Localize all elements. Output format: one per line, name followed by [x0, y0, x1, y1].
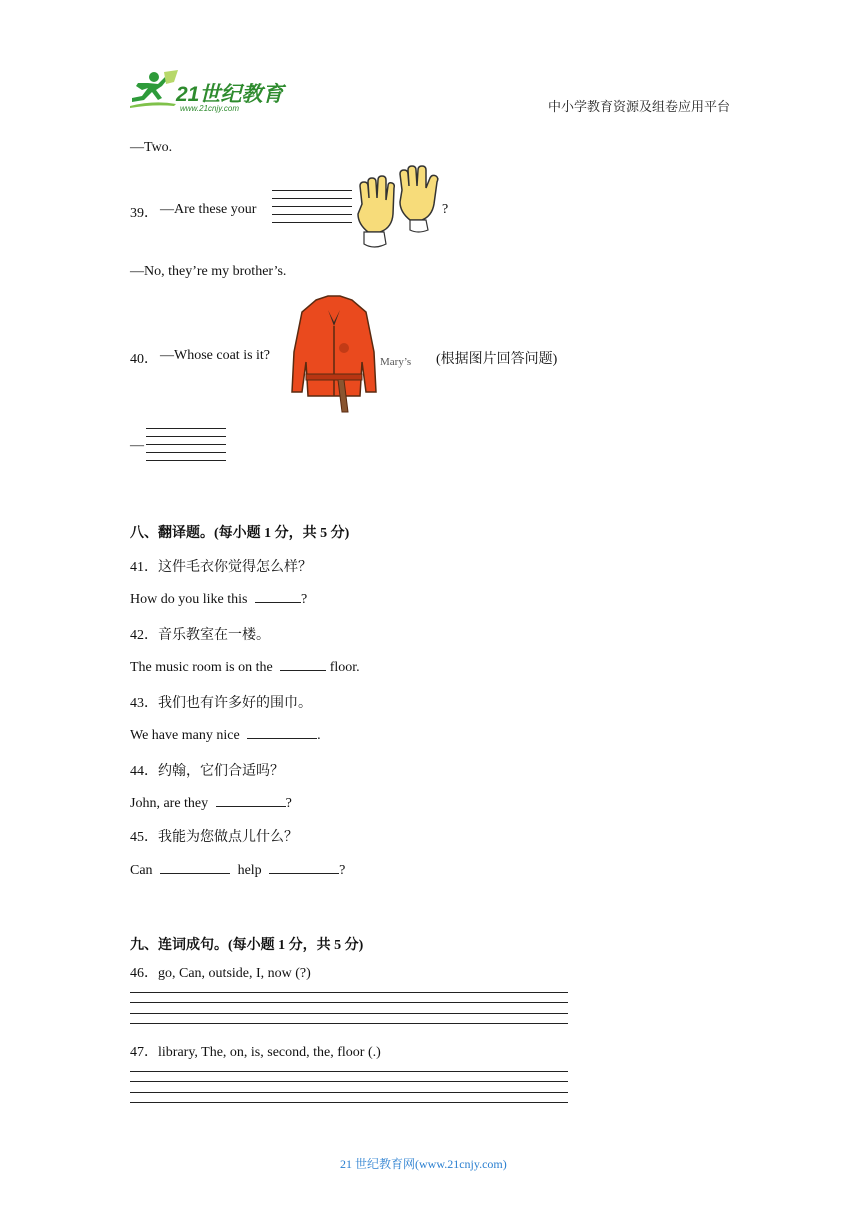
logo-url: www.21cnjy.com	[180, 104, 239, 113]
q39-prompt: —Are these your	[160, 202, 257, 217]
q47-answer-line	[130, 1071, 568, 1072]
logo	[124, 70, 294, 114]
coat-owner-label: Mary’s	[380, 356, 412, 368]
q39-answer-line	[272, 222, 352, 223]
q40-prompt: —Whose coat is it?	[160, 348, 271, 363]
q45-mid: help	[234, 863, 266, 878]
q39-number: 39．	[130, 206, 158, 221]
q42-end: floor.	[326, 660, 360, 675]
section8-title: 八、翻译题。(每小题 1 分，共 5 分)	[130, 526, 350, 541]
q45-english	[130, 861, 345, 879]
q46-answer-line	[130, 1013, 568, 1014]
section9-title: 九、连词成句。(每小题 1 分，共 5 分)	[130, 938, 364, 953]
q40-answer-dash: —	[130, 438, 144, 453]
q47-prompt: 47．library, The, on, is, second, the, floor (.)	[130, 1045, 381, 1060]
platform-title: 中小学教育资源及组卷应用平台	[548, 99, 731, 114]
q44-chinese: 44．约翰，它们合适吗？	[130, 764, 284, 779]
q43-text: We have many nice	[130, 728, 244, 743]
q39-answer-line	[272, 206, 352, 207]
q40-answer-line	[146, 452, 226, 453]
q47-answer-line	[130, 1081, 568, 1082]
q45-blank-2[interactable]	[269, 861, 339, 874]
q42-english	[130, 658, 360, 676]
q40-note: (根据图片回答问题)	[436, 352, 558, 367]
q39-answer-line	[272, 190, 352, 191]
q39-answer-line	[272, 198, 352, 199]
runner-logo-icon	[124, 70, 180, 114]
q43-chinese: 43．我们也有许多好的围巾。	[130, 696, 312, 711]
q42-chinese: 42．音乐教室在一楼。	[130, 628, 270, 643]
q39-reply: —No, they’re my brother’s.	[130, 264, 287, 279]
q43-blank[interactable]	[247, 726, 317, 739]
q44-english	[130, 794, 292, 812]
q44-blank[interactable]	[216, 794, 286, 807]
q44-end: ?	[285, 796, 292, 811]
q40-number: 40．	[130, 352, 158, 367]
q45-text: Can	[130, 863, 157, 878]
q47-answer-line	[130, 1092, 568, 1093]
footer-link[interactable]: 21 世纪教育网(www.21cnjy.com)	[340, 1157, 507, 1171]
q46-answer-line	[130, 1023, 568, 1024]
q46-answer-line	[130, 1002, 568, 1003]
q40-answer-line	[146, 460, 226, 461]
q44-text: John, are they	[130, 796, 212, 811]
q46-prompt: 46．go, Can, outside, I, now (?)	[130, 966, 311, 981]
q40-answer-line	[146, 436, 226, 437]
q41-text: How do you like this	[130, 592, 251, 607]
gloves-icon	[350, 164, 449, 254]
q39-end: ?	[442, 202, 449, 217]
q41-chinese: 41．这件毛衣你觉得怎么样？	[130, 560, 312, 575]
q41-english	[130, 590, 307, 608]
q40-answer-line	[146, 444, 226, 445]
q45-blank-1[interactable]	[160, 861, 230, 874]
q41-end: ?	[300, 592, 308, 607]
q40-answer-line	[146, 428, 226, 429]
logo-text: 21世纪教育	[176, 83, 284, 106]
q42-text: The music room is on the	[130, 660, 277, 675]
q46-answer-line	[130, 992, 568, 993]
coat-icon	[286, 292, 382, 416]
q43-english	[130, 726, 321, 744]
q38-answer: —Two.	[130, 140, 173, 155]
q45-end: ?	[339, 863, 346, 878]
q43-end: .	[317, 728, 321, 743]
q47-answer-line	[130, 1102, 568, 1103]
q41-blank[interactable]	[255, 590, 301, 603]
q39-answer-line	[272, 214, 352, 215]
q45-chinese: 45．我能为您做点儿什么？	[130, 830, 298, 845]
q42-blank[interactable]	[280, 658, 326, 671]
